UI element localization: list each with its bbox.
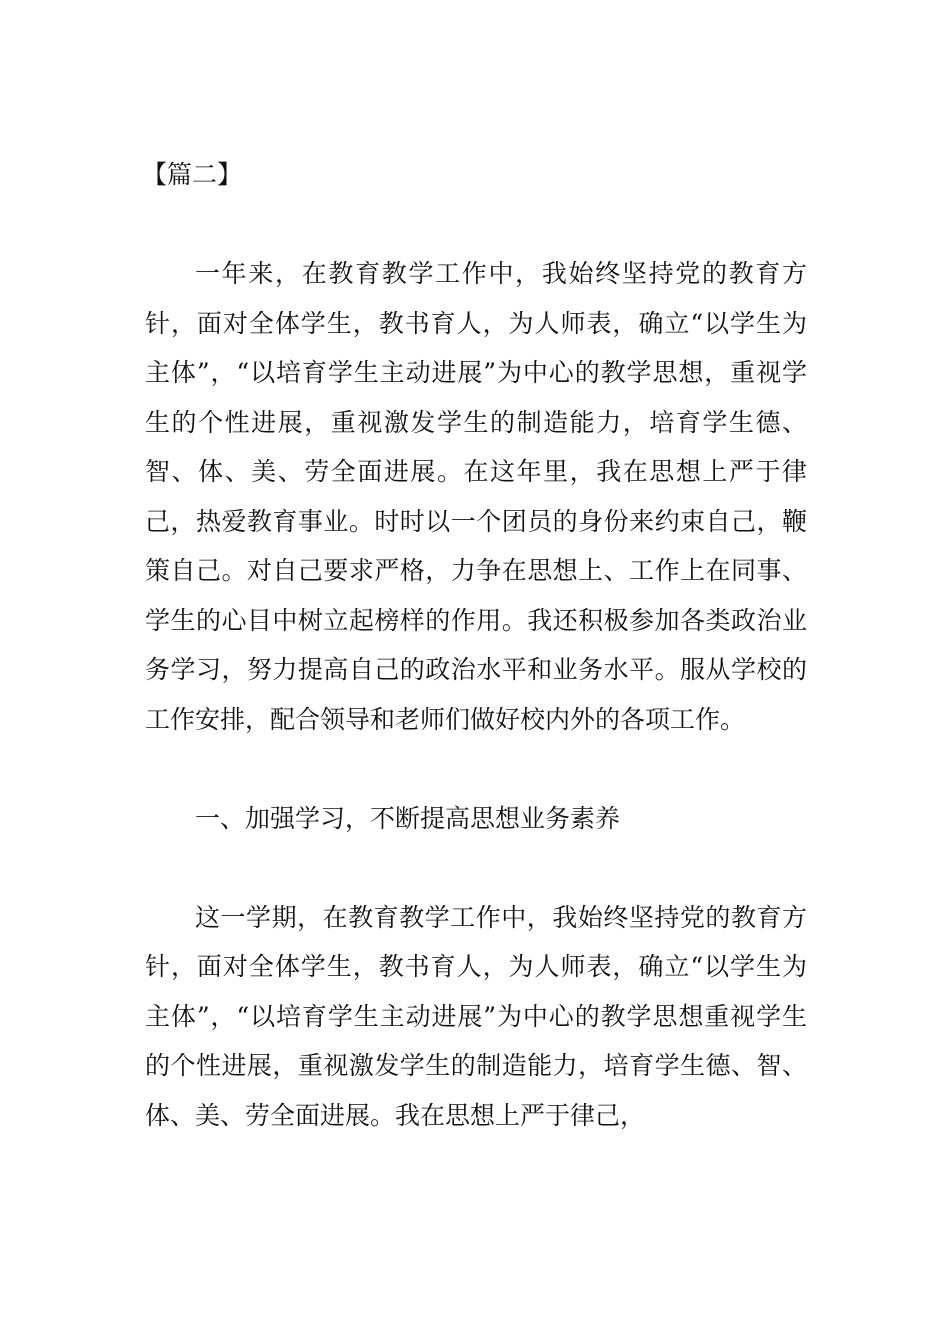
section-heading: 一、加强学习，不断提高思想业务素养 bbox=[195, 803, 621, 833]
document-body bbox=[142, 150, 807, 1140]
blank-line bbox=[145, 200, 807, 250]
section-label: 【篇二】 bbox=[142, 160, 243, 189]
blank-line bbox=[145, 744, 807, 794]
paragraph-intro: 一年来，在教育教学工作中，我始终坚持党的教育方针，面对全体学生，教书育人，为人师表，确立“以学生为主体”，“以培育学生主动进展”为中心的教学思想，重视学生的个性进展，重视激发学生的制造能力，培育学生德、智、体、美、劳全面进展。在这年里，我在思想上严于律己，热爱教育事业。时时以一个团员的身份来约束自己，鞭策自己。对自己要求严格，力争在思想上、工作上在同事、学生的心目中树立起榜样的作用。我还积极参加各类政治业务学习，努力提高自己的政治水平和业务水平。服从学校的工作安排，配合领导和老师们做好校内外的各项工作。 bbox=[145, 259, 807, 734]
blank-line bbox=[145, 843, 807, 893]
paragraph-semester: 这一学期，在教育教学工作中，我始终坚持党的教育方针，面对全体学生，教书育人，为人师表，确立“以学生为主体”，“以培育学生主动进展”为中心的教学思想重视学生的个性进展，重视激发学生的制造能力，培育学生德、智、体、美、劳全面进展。我在思想上严于律己， bbox=[145, 902, 807, 1130]
